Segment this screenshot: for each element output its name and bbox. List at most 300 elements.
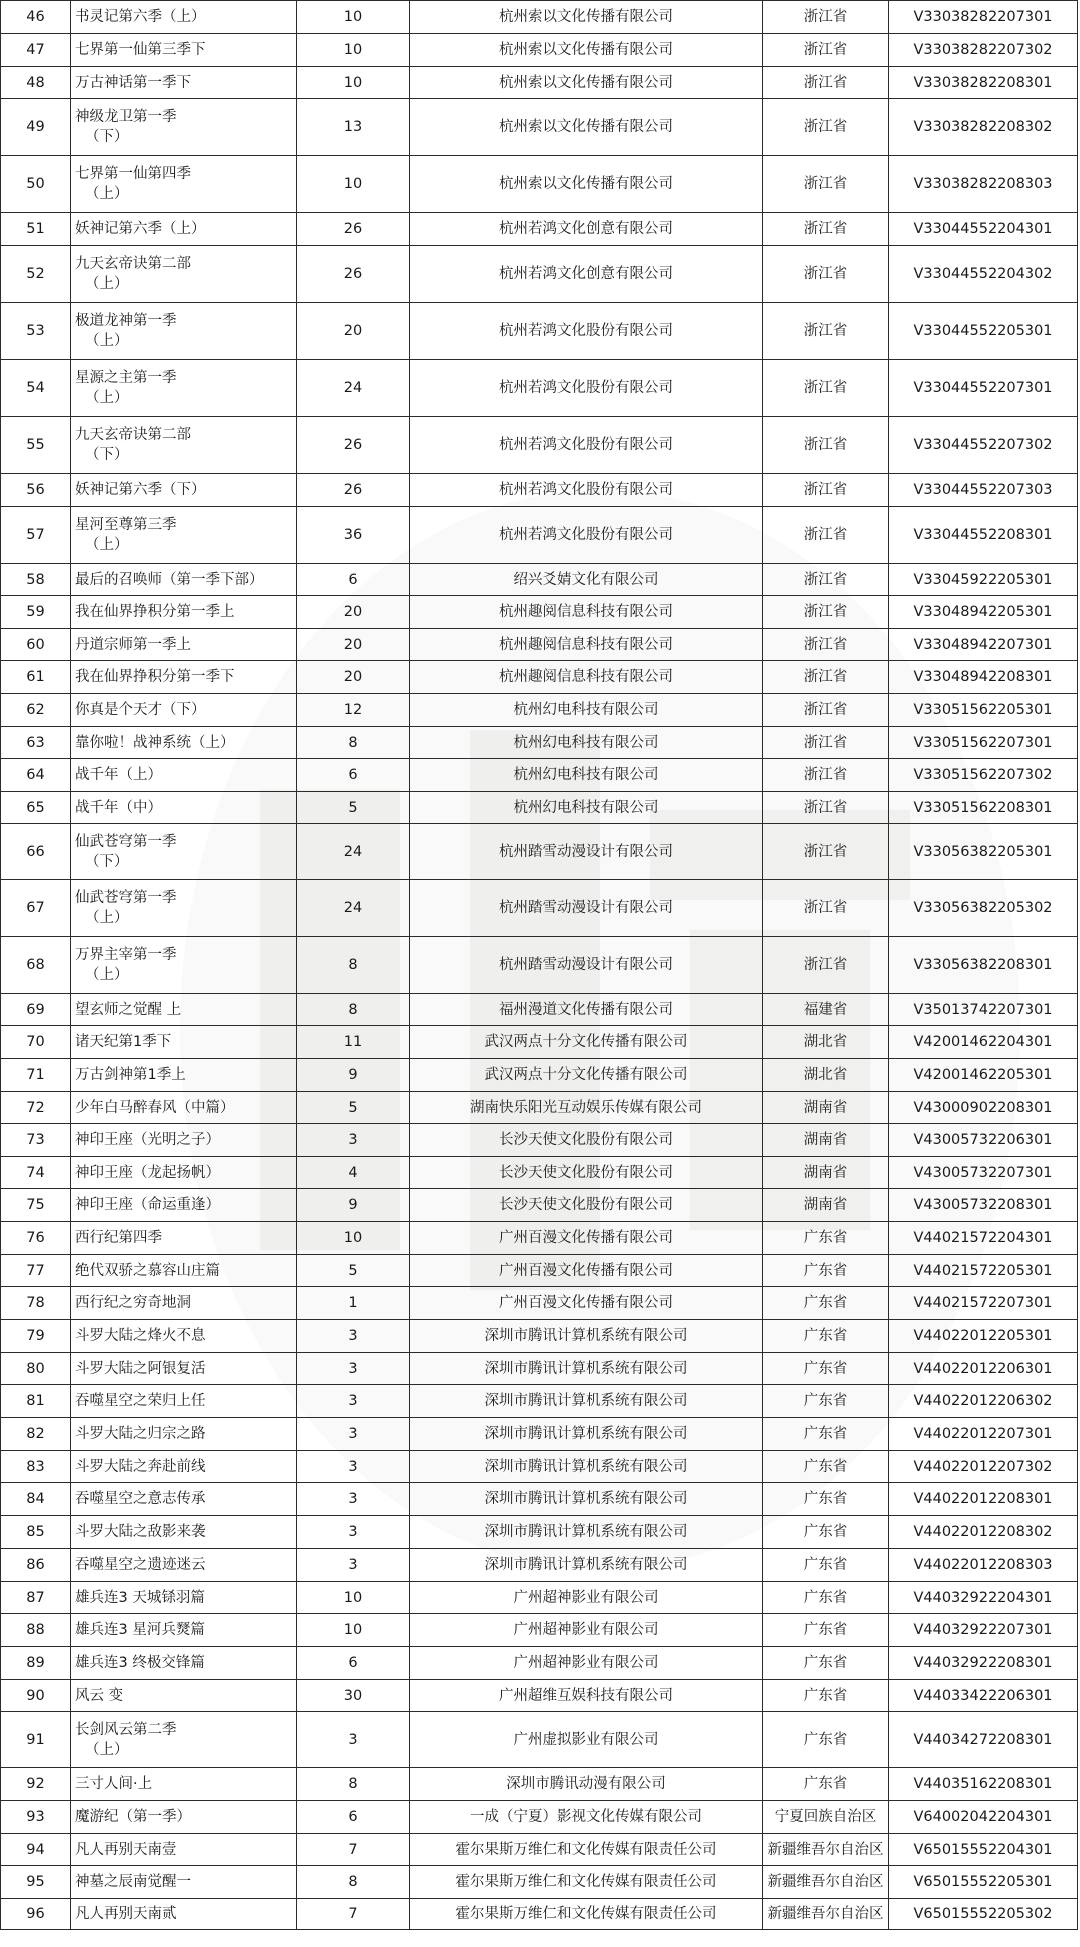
row-code: V44022012208302 bbox=[889, 1516, 1078, 1549]
row-episodes: 5 bbox=[297, 792, 410, 824]
row-company: 杭州幻电科技有限公司 bbox=[410, 792, 763, 824]
row-number: 81 bbox=[1, 1385, 71, 1418]
table-row bbox=[1, 156, 1078, 213]
row-episodes: 10 bbox=[297, 1222, 410, 1255]
row-number: 74 bbox=[1, 1157, 71, 1189]
row-title bbox=[71, 1582, 297, 1614]
row-code: V33044552207302 bbox=[889, 417, 1078, 474]
row-episodes: 3 bbox=[297, 1483, 410, 1516]
row-episodes: 3 bbox=[297, 1124, 410, 1157]
row-title-line: 斗罗大陆之归宗之路 bbox=[75, 1426, 206, 1442]
row-code: V42001462204301 bbox=[889, 1026, 1078, 1059]
row-province: 湖南省 bbox=[763, 1157, 889, 1189]
row-number: 63 bbox=[1, 727, 71, 759]
row-company: 霍尔果斯万维仁和文化传媒有限责任公司 bbox=[410, 1899, 763, 1930]
row-province: 广东省 bbox=[763, 1320, 889, 1353]
row-code: V65015552204301 bbox=[889, 1834, 1078, 1866]
row-title-line2: （上） bbox=[85, 537, 129, 553]
row-title-line: 雄兵连3 星河兵燹篇 bbox=[75, 1622, 205, 1638]
row-title bbox=[71, 1124, 297, 1157]
row-code: V44022012207302 bbox=[889, 1451, 1078, 1483]
table-row bbox=[1, 1712, 1078, 1768]
row-company: 杭州趣阅信息科技有限公司 bbox=[410, 596, 763, 629]
row-title bbox=[71, 1287, 297, 1320]
table-row bbox=[1, 1189, 1078, 1222]
row-province: 广东省 bbox=[763, 1768, 889, 1801]
row-title bbox=[71, 1353, 297, 1385]
table-row bbox=[1, 34, 1078, 67]
row-title-line: 书灵记第六季（上） bbox=[75, 9, 206, 25]
row-title bbox=[71, 564, 297, 596]
row-episodes: 3 bbox=[297, 1418, 410, 1451]
row-title bbox=[71, 1059, 297, 1092]
row-title bbox=[71, 1026, 297, 1059]
row-title-line: 西行纪之穷奇地洞 bbox=[75, 1295, 191, 1311]
row-company: 广州百漫文化传播有限公司 bbox=[410, 1255, 763, 1287]
row-number: 67 bbox=[1, 880, 71, 937]
row-number: 73 bbox=[1, 1124, 71, 1157]
row-company: 广州百漫文化传播有限公司 bbox=[410, 1287, 763, 1320]
row-title-line: 西行纪第四季 bbox=[75, 1230, 162, 1246]
table-row bbox=[1, 1418, 1078, 1451]
row-title-line: 丹道宗师第一季上 bbox=[75, 636, 191, 653]
row-title-line: 万古剑神第1季上 bbox=[75, 1067, 186, 1083]
row-episodes: 7 bbox=[297, 1899, 410, 1930]
row-title-line: 战千年（上） bbox=[75, 767, 162, 783]
row-number: 61 bbox=[1, 661, 71, 694]
row-title bbox=[71, 1189, 297, 1222]
row-title-line: 星源之主第一季 bbox=[75, 370, 177, 386]
row-number: 95 bbox=[1, 1866, 71, 1899]
row-province: 浙江省 bbox=[763, 1, 889, 34]
row-code: V44021572205301 bbox=[889, 1255, 1078, 1287]
row-company: 杭州若鸿文化股份有限公司 bbox=[410, 417, 763, 474]
row-title-line: 吞噬星空之遗迹迷云 bbox=[75, 1557, 206, 1573]
row-title bbox=[71, 1680, 297, 1712]
row-episodes: 10 bbox=[297, 1582, 410, 1614]
row-title bbox=[71, 1899, 297, 1930]
row-code: V33056382208301 bbox=[889, 937, 1078, 994]
row-title bbox=[71, 792, 297, 824]
row-title bbox=[71, 1222, 297, 1255]
row-province: 湖南省 bbox=[763, 1124, 889, 1157]
row-company: 杭州索以文化传播有限公司 bbox=[410, 67, 763, 99]
row-code: V43005732206301 bbox=[889, 1124, 1078, 1157]
row-company: 杭州趣阅信息科技有限公司 bbox=[410, 661, 763, 694]
row-province: 广东省 bbox=[763, 1385, 889, 1418]
row-episodes: 26 bbox=[297, 474, 410, 507]
row-province: 广东省 bbox=[763, 1353, 889, 1385]
row-title-line2: （上） bbox=[85, 390, 129, 406]
row-title bbox=[71, 246, 297, 303]
row-episodes: 24 bbox=[297, 824, 410, 880]
row-code: V65015552205301 bbox=[889, 1866, 1078, 1899]
row-number: 72 bbox=[1, 1092, 71, 1124]
row-code: V33051562207302 bbox=[889, 759, 1078, 792]
row-code: V43000902208301 bbox=[889, 1092, 1078, 1124]
row-episodes: 8 bbox=[297, 1866, 410, 1899]
row-episodes: 10 bbox=[297, 34, 410, 67]
row-episodes: 7 bbox=[297, 1834, 410, 1866]
row-number: 55 bbox=[1, 417, 71, 474]
row-title bbox=[71, 1549, 297, 1582]
row-title-line: 吞噬星空之意志传承 bbox=[75, 1491, 206, 1507]
row-number: 90 bbox=[1, 1680, 71, 1712]
row-number: 52 bbox=[1, 246, 71, 303]
row-title-line: 我在仙界挣积分第一季上 bbox=[75, 604, 235, 620]
row-company: 杭州若鸿文化股份有限公司 bbox=[410, 474, 763, 507]
row-code: V44022012208301 bbox=[889, 1483, 1078, 1516]
row-province: 湖北省 bbox=[763, 1026, 889, 1059]
row-company: 一成（宁夏）影视文化传媒有限公司 bbox=[410, 1801, 763, 1834]
table-row bbox=[1, 1026, 1078, 1059]
row-province: 浙江省 bbox=[763, 99, 889, 156]
row-company: 杭州若鸿文化股份有限公司 bbox=[410, 303, 763, 360]
row-title-line: 神印王座（龙起扬帆） bbox=[75, 1164, 220, 1181]
row-episodes: 26 bbox=[297, 246, 410, 303]
row-episodes: 20 bbox=[297, 661, 410, 694]
row-number: 88 bbox=[1, 1614, 71, 1647]
table-row bbox=[1, 824, 1078, 880]
row-province: 浙江省 bbox=[763, 303, 889, 360]
row-company: 杭州索以文化传播有限公司 bbox=[410, 1, 763, 34]
row-title bbox=[71, 1768, 297, 1801]
table-row bbox=[1, 1647, 1078, 1680]
row-company: 深圳市腾讯动漫有限公司 bbox=[410, 1768, 763, 1801]
row-episodes: 1 bbox=[297, 1287, 410, 1320]
row-company: 武汉两点十分文化传播有限公司 bbox=[410, 1059, 763, 1092]
row-number: 70 bbox=[1, 1026, 71, 1059]
row-episodes: 3 bbox=[297, 1385, 410, 1418]
row-code: V44022012207301 bbox=[889, 1418, 1078, 1451]
row-title bbox=[71, 1647, 297, 1680]
row-company: 绍兴爻婧文化有限公司 bbox=[410, 564, 763, 596]
row-company: 杭州若鸿文化创意有限公司 bbox=[410, 246, 763, 303]
row-province: 广东省 bbox=[763, 1418, 889, 1451]
row-number: 65 bbox=[1, 792, 71, 824]
row-title bbox=[71, 99, 297, 156]
table-row bbox=[1, 1834, 1078, 1866]
row-number: 69 bbox=[1, 994, 71, 1026]
row-code: V44033422206301 bbox=[889, 1680, 1078, 1712]
row-number: 47 bbox=[1, 34, 71, 67]
row-title bbox=[71, 34, 297, 67]
row-code: V43005732207301 bbox=[889, 1157, 1078, 1189]
table-row bbox=[1, 1801, 1078, 1834]
row-title-line: 七界第一仙第四季 bbox=[75, 166, 191, 182]
row-province: 浙江省 bbox=[763, 67, 889, 99]
row-code: V33044552207301 bbox=[889, 360, 1078, 417]
row-episodes: 8 bbox=[297, 937, 410, 994]
row-episodes: 8 bbox=[297, 994, 410, 1026]
row-company: 深圳市腾讯计算机系统有限公司 bbox=[410, 1353, 763, 1385]
row-province: 广东省 bbox=[763, 1712, 889, 1768]
row-title bbox=[71, 759, 297, 792]
row-title bbox=[71, 1, 297, 34]
row-title bbox=[71, 1866, 297, 1899]
table-row bbox=[1, 1320, 1078, 1353]
row-episodes: 10 bbox=[297, 67, 410, 99]
row-title-line: 少年白马醉春风（中篇） bbox=[75, 1099, 235, 1116]
row-title-line2: （上） bbox=[85, 1741, 129, 1758]
row-company: 杭州若鸿文化股份有限公司 bbox=[410, 360, 763, 417]
row-province: 浙江省 bbox=[763, 156, 889, 213]
row-number: 75 bbox=[1, 1189, 71, 1222]
row-province: 浙江省 bbox=[763, 507, 889, 564]
row-episodes: 3 bbox=[297, 1451, 410, 1483]
table-row bbox=[1, 880, 1078, 937]
row-title-line: 凡人再别天南壹 bbox=[75, 1841, 177, 1858]
row-title bbox=[71, 1385, 297, 1418]
row-number: 62 bbox=[1, 694, 71, 727]
row-code: V33056382205302 bbox=[889, 880, 1078, 937]
row-episodes: 24 bbox=[297, 360, 410, 417]
row-company: 广州百漫文化传播有限公司 bbox=[410, 1222, 763, 1255]
row-province: 宁夏回族自治区 bbox=[763, 1801, 889, 1834]
row-province: 浙江省 bbox=[763, 474, 889, 507]
row-number: 46 bbox=[1, 1, 71, 34]
row-title bbox=[71, 1801, 297, 1834]
row-title-line: 最后的召唤师（第一季下部） bbox=[75, 571, 264, 588]
row-number: 50 bbox=[1, 156, 71, 213]
row-company: 杭州踏雪动漫设计有限公司 bbox=[410, 880, 763, 937]
table-body bbox=[1, 1, 1078, 1930]
row-title bbox=[71, 1712, 297, 1768]
row-number: 57 bbox=[1, 507, 71, 564]
row-province: 广东省 bbox=[763, 1549, 889, 1582]
row-episodes: 20 bbox=[297, 629, 410, 661]
row-number: 58 bbox=[1, 564, 71, 596]
row-code: V33048942205301 bbox=[889, 596, 1078, 629]
row-title bbox=[71, 727, 297, 759]
row-code: V44022012205301 bbox=[889, 1320, 1078, 1353]
row-title-line: 雄兵连3 终极交锋篇 bbox=[75, 1655, 205, 1671]
table-row bbox=[1, 727, 1078, 759]
row-province: 湖北省 bbox=[763, 1059, 889, 1092]
row-episodes: 9 bbox=[297, 1059, 410, 1092]
row-province: 浙江省 bbox=[763, 661, 889, 694]
row-number: 48 bbox=[1, 67, 71, 99]
row-title-line: 仙武苍穹第一季 bbox=[75, 833, 177, 850]
table-row bbox=[1, 792, 1078, 824]
row-number: 92 bbox=[1, 1768, 71, 1801]
row-company: 杭州若鸿文化创意有限公司 bbox=[410, 213, 763, 246]
row-code: V33044552204301 bbox=[889, 213, 1078, 246]
row-episodes: 3 bbox=[297, 1353, 410, 1385]
row-title bbox=[71, 1418, 297, 1451]
row-episodes: 5 bbox=[297, 1092, 410, 1124]
row-title bbox=[71, 360, 297, 417]
row-title-line: 神墓之辰南觉醒一 bbox=[75, 1874, 191, 1890]
row-number: 82 bbox=[1, 1418, 71, 1451]
row-title-line: 你真是个天才（下） bbox=[75, 702, 206, 718]
row-title bbox=[71, 596, 297, 629]
row-company: 深圳市腾讯计算机系统有限公司 bbox=[410, 1516, 763, 1549]
table-row bbox=[1, 596, 1078, 629]
row-province: 浙江省 bbox=[763, 937, 889, 994]
table-row bbox=[1, 1124, 1078, 1157]
row-episodes: 8 bbox=[297, 727, 410, 759]
row-episodes: 20 bbox=[297, 303, 410, 360]
row-number: 91 bbox=[1, 1712, 71, 1768]
row-episodes: 5 bbox=[297, 1255, 410, 1287]
row-number: 86 bbox=[1, 1549, 71, 1582]
row-title bbox=[71, 417, 297, 474]
row-company: 长沙天使文化股份有限公司 bbox=[410, 1189, 763, 1222]
row-title-line: 星河至尊第三季 bbox=[75, 517, 177, 533]
row-number: 93 bbox=[1, 1801, 71, 1834]
row-title-line: 雄兵连3 天城铩羽篇 bbox=[75, 1589, 205, 1606]
row-company: 湖南快乐阳光互动娱乐传媒有限公司 bbox=[410, 1092, 763, 1124]
row-number: 60 bbox=[1, 629, 71, 661]
table-row bbox=[1, 1899, 1078, 1930]
table-row bbox=[1, 629, 1078, 661]
row-company: 杭州幻电科技有限公司 bbox=[410, 727, 763, 759]
row-episodes: 6 bbox=[297, 759, 410, 792]
row-company: 广州超神影业有限公司 bbox=[410, 1614, 763, 1647]
row-province: 浙江省 bbox=[763, 417, 889, 474]
table-row bbox=[1, 1680, 1078, 1712]
row-title-line: 凡人再别天南贰 bbox=[75, 1906, 177, 1922]
row-title bbox=[71, 1092, 297, 1124]
row-title-line: 诸天纪第1季下 bbox=[75, 1034, 172, 1050]
row-title-line: 风云 变 bbox=[75, 1687, 124, 1704]
table-row bbox=[1, 1866, 1078, 1899]
row-title-line: 九天玄帝诀第二部 bbox=[75, 256, 191, 272]
row-number: 71 bbox=[1, 1059, 71, 1092]
row-title-line: 仙武苍穹第一季 bbox=[75, 890, 177, 906]
row-number: 87 bbox=[1, 1582, 71, 1614]
row-title bbox=[71, 1516, 297, 1549]
row-title-line: 神级龙卫第一季 bbox=[75, 109, 177, 125]
row-number: 77 bbox=[1, 1255, 71, 1287]
row-episodes: 10 bbox=[297, 1, 410, 34]
row-code: V33051562207301 bbox=[889, 727, 1078, 759]
row-code: V33056382205301 bbox=[889, 824, 1078, 880]
table-row bbox=[1, 1059, 1078, 1092]
row-episodes: 3 bbox=[297, 1549, 410, 1582]
table-row bbox=[1, 937, 1078, 994]
row-title-line: 战千年（中） bbox=[75, 799, 162, 816]
row-title bbox=[71, 824, 297, 880]
row-number: 76 bbox=[1, 1222, 71, 1255]
row-episodes: 3 bbox=[297, 1712, 410, 1768]
table-row bbox=[1, 1582, 1078, 1614]
row-number: 79 bbox=[1, 1320, 71, 1353]
row-title-line: 妖神记第六季（上） bbox=[75, 221, 206, 237]
row-episodes: 36 bbox=[297, 507, 410, 564]
row-episodes: 6 bbox=[297, 1647, 410, 1680]
row-company: 长沙天使文化股份有限公司 bbox=[410, 1157, 763, 1189]
row-number: 56 bbox=[1, 474, 71, 507]
row-title-line2: （下） bbox=[85, 447, 129, 463]
table-row bbox=[1, 1614, 1078, 1647]
row-company: 杭州踏雪动漫设计有限公司 bbox=[410, 937, 763, 994]
row-number: 66 bbox=[1, 824, 71, 880]
row-code: V44022012206302 bbox=[889, 1385, 1078, 1418]
row-province: 浙江省 bbox=[763, 564, 889, 596]
row-province: 广东省 bbox=[763, 1516, 889, 1549]
row-title-line: 斗罗大陆之奔赴前线 bbox=[75, 1458, 206, 1475]
table-row bbox=[1, 1, 1078, 34]
row-title-line: 靠你啦！战神系统（上） bbox=[75, 734, 235, 751]
table-row bbox=[1, 759, 1078, 792]
row-company: 深圳市腾讯计算机系统有限公司 bbox=[410, 1385, 763, 1418]
row-title bbox=[71, 629, 297, 661]
row-number: 96 bbox=[1, 1899, 71, 1930]
row-province: 浙江省 bbox=[763, 694, 889, 727]
row-number: 53 bbox=[1, 303, 71, 360]
row-province: 广东省 bbox=[763, 1255, 889, 1287]
row-title bbox=[71, 694, 297, 727]
row-episodes: 3 bbox=[297, 1320, 410, 1353]
row-company: 深圳市腾讯计算机系统有限公司 bbox=[410, 1451, 763, 1483]
row-code: V33048942207301 bbox=[889, 629, 1078, 661]
row-title-line: 绝代双骄之慕容山庄篇 bbox=[75, 1262, 220, 1279]
row-company: 杭州索以文化传播有限公司 bbox=[410, 99, 763, 156]
row-number: 89 bbox=[1, 1647, 71, 1680]
table-row bbox=[1, 694, 1078, 727]
row-code: V33044552205301 bbox=[889, 303, 1078, 360]
row-province: 浙江省 bbox=[763, 34, 889, 67]
row-company: 广州虚拟影业有限公司 bbox=[410, 1712, 763, 1768]
row-code: V33051562208301 bbox=[889, 792, 1078, 824]
row-number: 85 bbox=[1, 1516, 71, 1549]
row-company: 杭州若鸿文化股份有限公司 bbox=[410, 507, 763, 564]
row-episodes: 26 bbox=[297, 213, 410, 246]
row-number: 54 bbox=[1, 360, 71, 417]
table-row bbox=[1, 1157, 1078, 1189]
row-province: 广东省 bbox=[763, 1680, 889, 1712]
row-title-line: 万界主宰第一季 bbox=[75, 947, 177, 963]
row-episodes: 12 bbox=[297, 694, 410, 727]
table-row bbox=[1, 1385, 1078, 1418]
table-row bbox=[1, 246, 1078, 303]
row-episodes: 6 bbox=[297, 1801, 410, 1834]
row-code: V43005732208301 bbox=[889, 1189, 1078, 1222]
row-title-line: 极道龙神第一季 bbox=[75, 313, 177, 329]
row-code: V65015552205302 bbox=[889, 1899, 1078, 1930]
row-code: V35013742207301 bbox=[889, 994, 1078, 1026]
table-row bbox=[1, 1255, 1078, 1287]
row-title bbox=[71, 303, 297, 360]
row-title-line2: （上） bbox=[85, 276, 129, 292]
row-province: 浙江省 bbox=[763, 596, 889, 629]
row-title-line2: （上） bbox=[85, 186, 129, 202]
row-title-line: 望玄师之觉醒 上 bbox=[75, 1001, 182, 1018]
row-title bbox=[71, 937, 297, 994]
row-title-line: 斗罗大陆之阿银复活 bbox=[75, 1360, 206, 1377]
row-province: 浙江省 bbox=[763, 360, 889, 417]
table-row bbox=[1, 360, 1078, 417]
row-province: 浙江省 bbox=[763, 213, 889, 246]
row-title-line: 神印王座（命运重逢） bbox=[75, 1197, 220, 1213]
row-province: 广东省 bbox=[763, 1287, 889, 1320]
row-province: 湖南省 bbox=[763, 1189, 889, 1222]
table-row bbox=[1, 1222, 1078, 1255]
row-company: 广州超神影业有限公司 bbox=[410, 1647, 763, 1680]
row-code: V33044552208301 bbox=[889, 507, 1078, 564]
row-title bbox=[71, 1451, 297, 1483]
row-episodes: 8 bbox=[297, 1768, 410, 1801]
table-row bbox=[1, 661, 1078, 694]
row-province: 新疆维吾尔自治区 bbox=[763, 1834, 889, 1866]
table-row bbox=[1, 1549, 1078, 1582]
row-province: 浙江省 bbox=[763, 727, 889, 759]
row-title-line: 我在仙界挣积分第一季下 bbox=[75, 669, 235, 685]
row-province: 广东省 bbox=[763, 1451, 889, 1483]
row-title bbox=[71, 1614, 297, 1647]
